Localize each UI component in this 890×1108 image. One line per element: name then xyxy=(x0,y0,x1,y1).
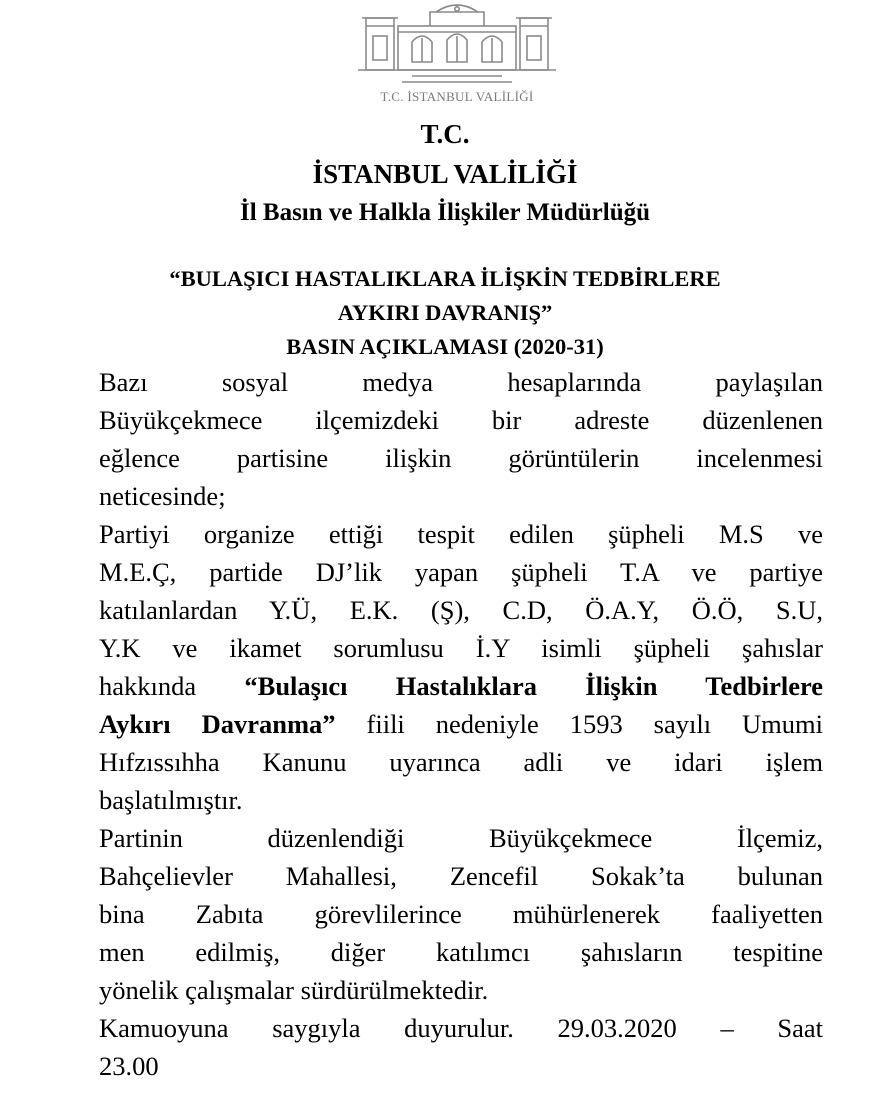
header-tc: T.C. xyxy=(420,119,470,149)
body-line: Kamuoyuna saygıyla duyurulur. 29.03.2020 – Saat xyxy=(99,1013,823,1043)
body-line: Büyükçekmece ilçemizdeki bir adreste düzenlenen xyxy=(99,405,823,435)
body-line: Bazı sosyal medya hesaplarında paylaşılan xyxy=(99,367,823,397)
header-istanbul-valiligi: İSTANBUL VALİLİĞİ xyxy=(312,159,578,189)
body-text: fiili nedeniyle 1593 sayılı Umumi xyxy=(366,709,823,739)
title-line-1: “BULAŞICI HASTALIKLARA İLİŞKİN TEDBİRLERE xyxy=(169,266,721,291)
body-line xyxy=(99,708,823,740)
governorship-logo xyxy=(352,0,562,118)
body-line: Bahçelievler Mahallesi, Zencefil Sokak’ta bulunan xyxy=(99,861,823,891)
body-line: Partiyi organize ettiği tespit edilen şüpheli M.S ve xyxy=(99,519,823,549)
body-line: men edilmiş, diğer katılımcı şahısların tespitine xyxy=(99,937,823,967)
header-mudurluk: İl Basın ve Halkla İlişkiler Müdürlüğü xyxy=(239,199,651,226)
body-line: neticesinde; xyxy=(99,481,226,511)
body-line: Hıfzıssıhha Kanunu uyarınca adli ve idari işlem xyxy=(99,747,823,777)
body-line: katılanlardan Y.Ü, E.K. (Ş), C.D, Ö.A.Y, Ö.Ö, S.U, xyxy=(99,595,823,625)
offense-name-bold: “Bulaşıcı Hastalıklara İlişkin Tedbirlere xyxy=(244,671,824,701)
offense-name-bold: Aykırı Davranma” xyxy=(99,709,336,739)
body-line: bina Zabıta görevlilerince mühürlenerek faaliyetten xyxy=(99,899,823,929)
body-line xyxy=(99,670,823,702)
body-line: Partinin düzenlendiği Büyükçekmece İlçemiz, xyxy=(99,823,823,853)
body-text: hakkında xyxy=(99,671,197,701)
body-line: Y.K ve ikamet sorumlusu İ.Y isimli şüpheli şahıslar xyxy=(99,633,823,663)
title-line-2: AYKIRI DAVRANIŞ” xyxy=(337,300,553,325)
body-line: M.E.Ç, partide DJ’lik yapan şüpheli T.A ve partiye xyxy=(99,557,823,587)
logo-caption: T.C. İSTANBUL VALİLİĞİ xyxy=(380,89,534,104)
body-line: eğlence partisine ilişkin görüntülerin incelenmesi xyxy=(99,443,823,473)
body-line: başlatılmıştır. xyxy=(99,785,243,815)
body-line: 23.00 xyxy=(99,1051,159,1081)
body-line: yönelik çalışmalar sürdürülmektedir. xyxy=(99,975,489,1005)
governorship-building-icon xyxy=(352,0,562,90)
title-line-3: BASIN AÇIKLAMASI (2020-31) xyxy=(286,334,604,359)
